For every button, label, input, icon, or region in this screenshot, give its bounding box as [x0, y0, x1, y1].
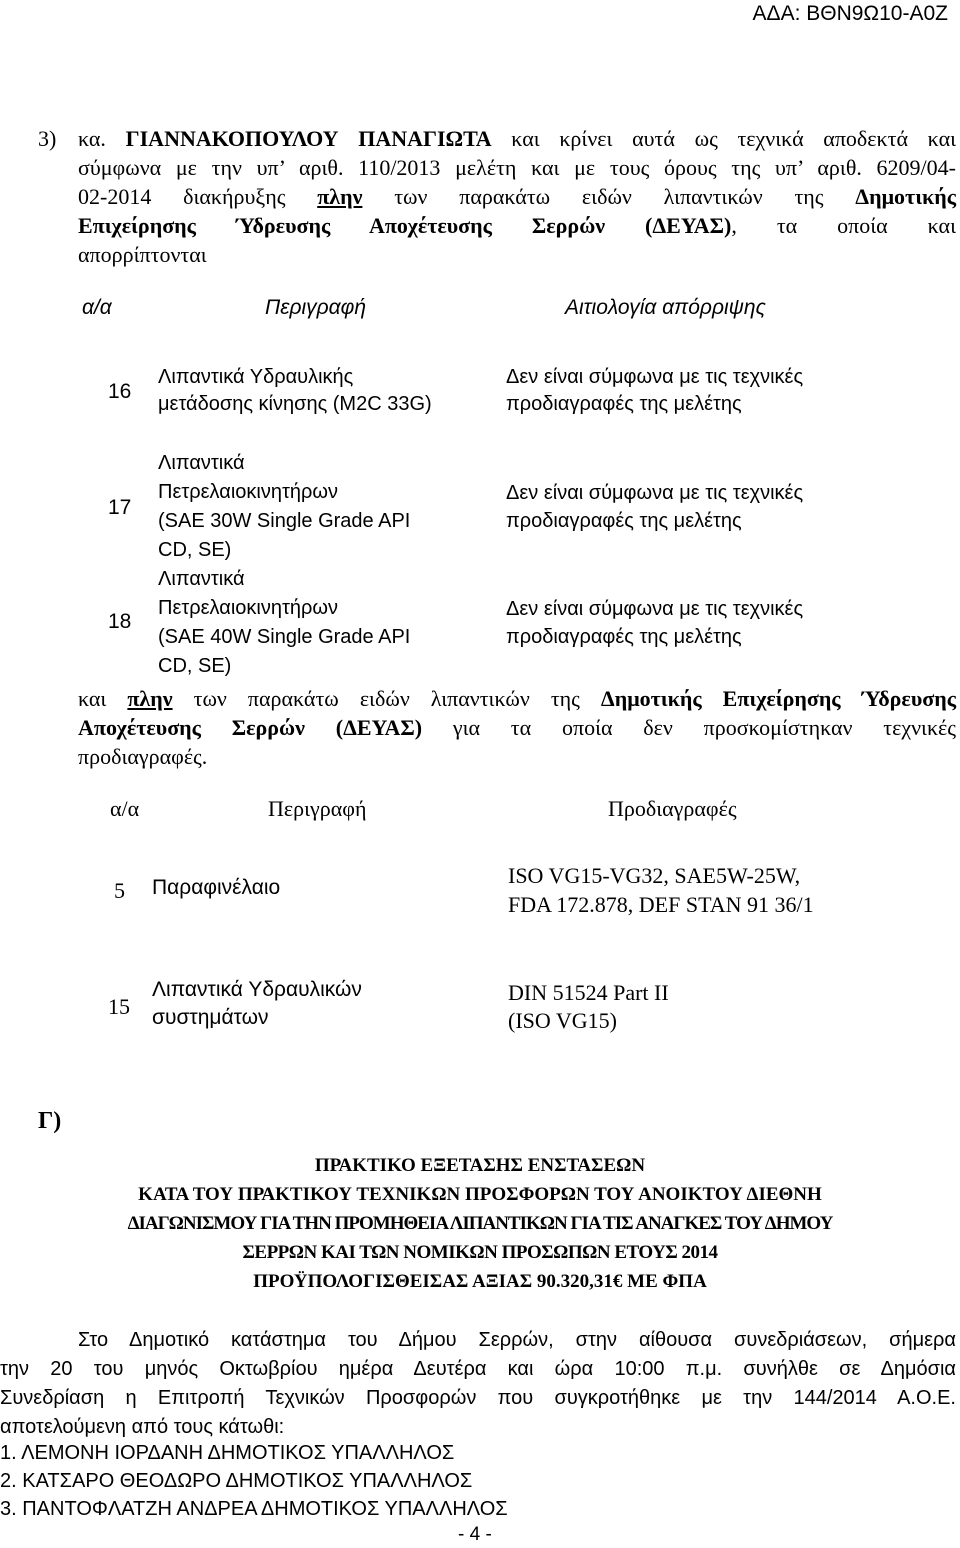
ada-code: ΑΔΑ: ΒΘΝ9Ω10-Α0Ζ: [752, 2, 948, 25]
row-reason: προδιαγραφές της μελέτης: [506, 626, 742, 648]
section-title: ΔΙΑΓΩΝΙΣΜΟΥ ΓΙΑ ΤΗΝ ΠΡΟΜΗΘΕΙΑ ΛΙΠΑΝΤΙΚΩΝ ΓΙΑ ΤΙΣ ΑΝΑΓΚΕΣ ΤΟΥ ΔΗΜΟΥ: [127, 1213, 833, 1234]
member-list-item: 2. ΚΑΤΣΑΡΟ ΘΕΟΔΩΡΟ ΔΗΜΟΤΙΚΟΣ ΥΠΑΛΛΗΛΟΣ: [0, 1470, 473, 1492]
meeting-line-1: Στο Δημοτικό κατάστημα του Δήμου Σερρών, στην αίθουσα συνεδριάσεων, σήμερα: [78, 1329, 956, 1351]
member-list-item: 3. ΠΑΝΤΟΦΛΑΤΖΗ ΑΝΔΡΕΑ ΔΗΜΟΤΙΚΟΣ ΥΠΑΛΛΗΛΟΣ: [0, 1498, 508, 1520]
meeting-line-4: αποτελούμενη από τους κάτωθι:: [0, 1416, 285, 1438]
item3-line-1: κα. ΓΙΑΝΝΑΚΟΠΟΥΛΟΥ ΠΑΝΑΓΙΩΤΑ και κρίνει αυτά ως τεχνικά αποδεκτά και: [78, 126, 957, 151]
row-description: Παραφινέλαιο: [152, 876, 281, 899]
meeting-line-3: Συνεδρίαση η Επιτροπή Τεχνικών Προσφορών που συγκροτήθηκε με την 144/2014 Α.Ο.Ε.: [0, 1387, 956, 1409]
row-description: Λιπαντικά Υδραυλικής: [158, 366, 354, 388]
row-description: μετάδοσης κίνησης (M2C 33G): [158, 393, 432, 415]
table2-header-spec: Προδιαγραφές: [608, 796, 737, 821]
table2-header-aa: α/α: [110, 796, 140, 821]
row-description: (SAE 30W Single Grade API: [158, 510, 411, 532]
row-description: συστημάτων: [152, 1006, 269, 1029]
tenderer-name: ΓΙΑΝΝΑΚΟΠΟΥΛΟΥ ΠΑΝΑΓΙΩΤΑ: [125, 126, 492, 151]
row-number: 16: [108, 380, 132, 403]
row-spec: (ISO VG15): [508, 1008, 617, 1033]
table1-header-desc: Περιγραφή: [265, 296, 367, 319]
row-reason: Δεν είναι σύμφωνα με τις τεχνικές: [506, 598, 804, 620]
row-spec: FDA 172.878, DEF STAN 91 36/1: [508, 892, 814, 917]
row-description: Λιπαντικά: [158, 452, 245, 474]
item3-line-2: σύμφωνα με την υπ’ αριθ. 110/2013 μελέτη και με τους όρους της υπ’ αριθ. 6209/04-: [78, 155, 956, 180]
table1-header-reason: Αιτιολογία απόρριψης: [565, 296, 766, 319]
item-number: 3): [38, 126, 57, 151]
section-title: ΚΑΤΑ ΤΟΥ ΠΡΑΚΤΙΚΟΥ ΤΕΧΝΙΚΩΝ ΠΡΟΣΦΟΡΩΝ ΤΟΥ ΑΝΟΙΚΤΟΥ ΔΙΕΘΝΗ: [138, 1184, 822, 1205]
row-description: Πετρελαιοκινητήρων: [158, 597, 338, 619]
row-number: 15: [108, 994, 130, 1019]
row-description: (SAE 40W Single Grade API: [158, 626, 411, 648]
item3-line-4: Επιχείρησης Ύδρευσης Αποχέτευσης Σερρών (ΔΕΥΑΣ), τα οποία και: [78, 213, 956, 238]
row-number: 18: [108, 610, 132, 633]
row-description: Λιπαντικά: [158, 568, 245, 590]
para2-line-1: και πλην των παρακάτω ειδών λιπαντικών της Δημοτικής Επιχείρησης Ύδρευσης: [78, 686, 956, 711]
page-number: - 4 -: [458, 1524, 492, 1545]
row-spec: DIN 51524 Part II: [508, 980, 669, 1005]
para2-line-3: προδιαγραφές.: [78, 744, 208, 769]
row-reason: προδιαγραφές της μελέτης: [506, 393, 742, 415]
section-title: ΠΡΟΫΠΟΛΟΓΙΣΘΕΙΣΑΣ ΑΞΙΑΣ 90.320,31€ ΜΕ ΦΠΑ: [253, 1271, 707, 1292]
section-letter: Γ): [38, 1108, 62, 1134]
row-number: 5: [114, 878, 125, 903]
row-spec: ISO VG15-VG32, SAE5W-25W,: [508, 863, 801, 888]
row-number: 17: [108, 496, 132, 519]
section-title: ΠΡΑΚΤΙΚΟ ΕΞΕΤΑΣΗΣ ΕΝΣΤΑΣΕΩΝ: [314, 1155, 646, 1176]
row-description: Πετρελαιοκινητήρων: [158, 481, 338, 503]
row-description: CD, SE): [158, 539, 232, 561]
meeting-line-2: την 20 του μηνός Οκτωβρίου ημέρα Δευτέρα και ώρα 10:00 π.μ. συνήλθε σε Δημόσια: [0, 1358, 956, 1380]
para2-line-2: Αποχέτευσης Σερρών (ΔΕΥΑΣ) για τα οποία δεν προσκομίστηκαν τεχνικές: [78, 715, 956, 740]
table1-header-aa: α/α: [82, 296, 112, 319]
row-reason: προδιαγραφές της μελέτης: [506, 510, 742, 532]
row-description: CD, SE): [158, 655, 232, 677]
item3-line-5: απορρίπτονται: [78, 242, 207, 267]
section-title: ΣΕΡΡΩΝ ΚΑΙ ΤΩΝ ΝΟΜΙΚΩΝ ΠΡΟΣΩΠΩΝ ΕΤΟΥΣ 2014: [242, 1242, 718, 1263]
row-reason: Δεν είναι σύμφωνα με τις τεχνικές: [506, 366, 804, 388]
row-description: Λιπαντικά Υδραυλικών: [152, 978, 362, 1001]
row-reason: Δεν είναι σύμφωνα με τις τεχνικές: [506, 482, 804, 504]
member-list-item: 1. ΛΕΜΟΝΗ ΙΟΡΔΑΝΗ ΔΗΜΟΤΙΚΟΣ ΥΠΑΛΛΗΛΟΣ: [0, 1442, 455, 1464]
table2-header-desc: Περιγραφή: [268, 796, 367, 821]
item3-line-3: 02-2014 διακήρυξης πλην των παρακάτω ειδών λιπαντικών της Δημοτικής: [78, 184, 957, 209]
